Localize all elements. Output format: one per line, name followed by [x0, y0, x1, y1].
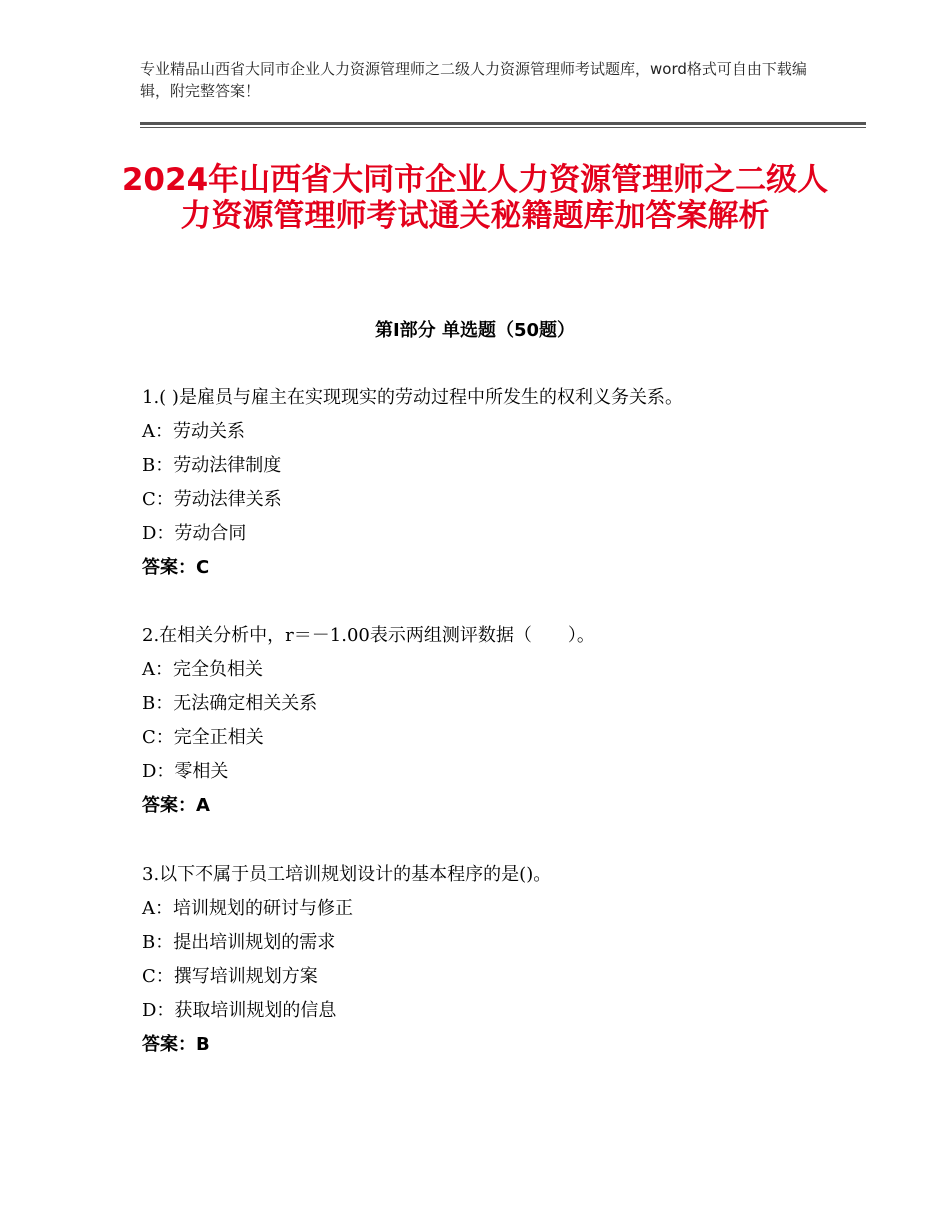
- header-divider-thin: [140, 127, 866, 128]
- question-stem: 3.以下不属于员工培训规划设计的基本程序的是()。: [142, 864, 552, 885]
- answer: 答案：B: [142, 1034, 210, 1055]
- document-title: 2024年山西省大同市企业人力资源管理师之二级人力资源管理师考试通关秘籍题库加答案解析: [121, 162, 829, 234]
- option-d: D：获取培训规划的信息: [142, 1000, 337, 1021]
- option-a: A：劳动关系: [142, 421, 245, 442]
- header-note: 专业精品山西省大同市企业人力资源管理师之二级人力资源管理师考试题库，word格式可自由下载编辑，附完整答案！: [140, 60, 807, 100]
- option-a: A：完全负相关: [142, 659, 263, 680]
- option-c: C：完全正相关: [142, 727, 264, 748]
- header-divider: [140, 122, 866, 125]
- option-b: B：提出培训规划的需求: [142, 932, 336, 953]
- question-2: [142, 619, 842, 823]
- option-d: D：劳动合同: [142, 523, 247, 544]
- option-d: D：零相关: [142, 761, 229, 782]
- question-stem: 1.( )是雇员与雇主在实现现实的劳动过程中所发生的权利义务关系。: [142, 387, 683, 408]
- option-c: C：劳动法律关系: [142, 489, 282, 510]
- question-1: [142, 381, 842, 585]
- question-stem: 2.在相关分析中，r＝－1.00表示两组测评数据（ ）。: [142, 625, 595, 646]
- option-b: B：劳动法律制度: [142, 455, 282, 476]
- answer: 答案：A: [142, 795, 210, 816]
- option-b: B：无法确定相关关系: [142, 693, 318, 714]
- question-3: [142, 858, 842, 1062]
- option-a: A：培训规划的研讨与修正: [142, 898, 353, 919]
- section-title: 第Ⅰ部分 单选题（50题）: [374, 320, 575, 341]
- option-c: C：撰写培训规划方案: [142, 966, 318, 987]
- answer: 答案：C: [142, 557, 210, 578]
